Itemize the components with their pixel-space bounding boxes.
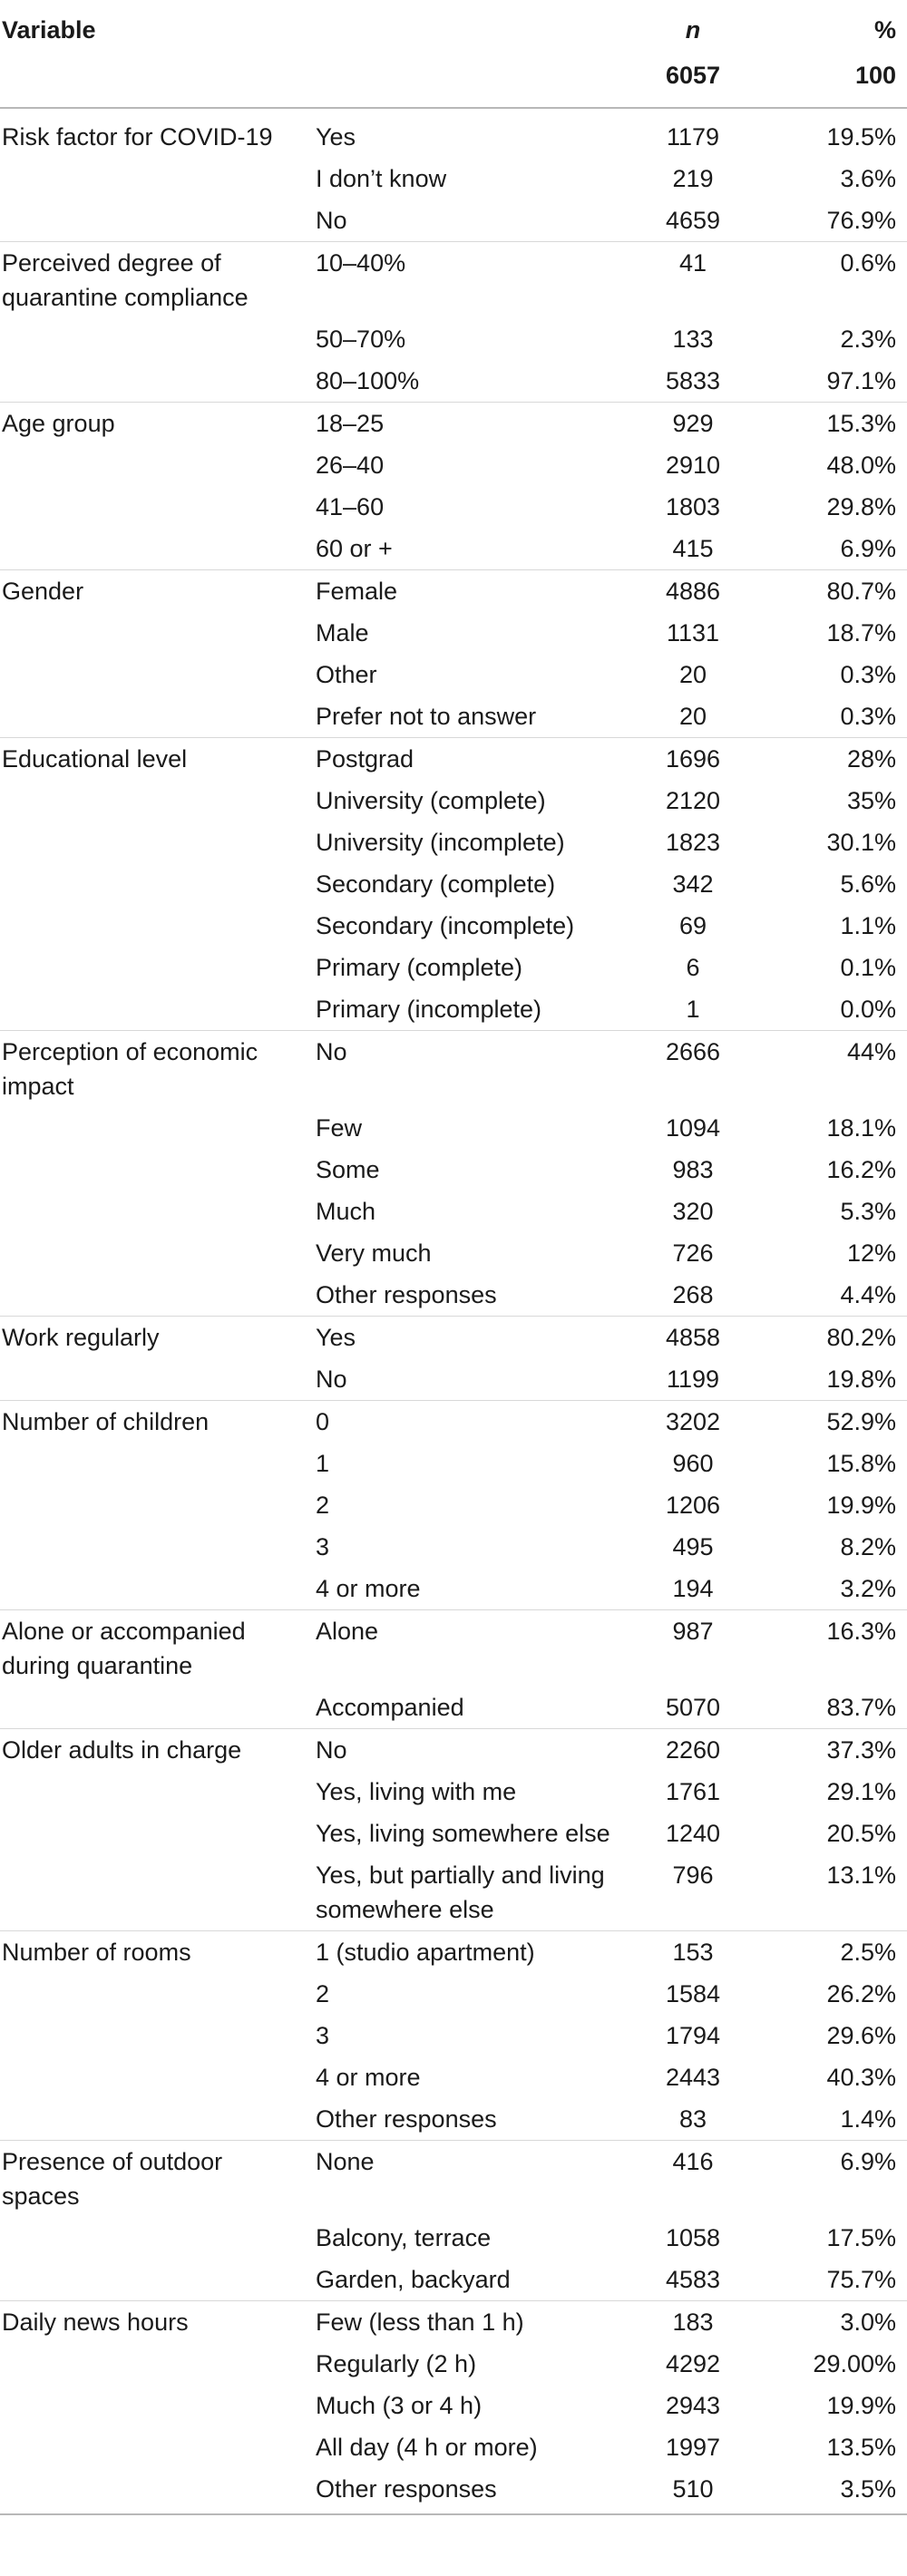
percent-value: 8.2% xyxy=(840,1533,896,1560)
percent-value: 44% xyxy=(761,1031,907,1108)
percent-value: 37.3% xyxy=(761,1729,907,1772)
count-value: 4659 xyxy=(665,207,721,234)
variable-label: Gender xyxy=(0,570,312,613)
count-value: 1584 xyxy=(665,1980,721,2007)
header-empty-2 xyxy=(312,47,625,108)
variable-label-empty xyxy=(0,1443,312,1484)
percent-value: 3.5% xyxy=(761,2468,907,2514)
percent-value: 13.5% xyxy=(826,2434,896,2461)
count-value: 987 xyxy=(625,1610,761,1687)
header-n-total: 6057 xyxy=(625,47,761,108)
table-row xyxy=(0,2098,907,2141)
table-row xyxy=(0,2141,907,2218)
count-value: 2120 xyxy=(665,787,721,814)
count-value: 1997 xyxy=(665,2434,721,2461)
table-row xyxy=(0,318,907,360)
table-row xyxy=(0,1813,907,1854)
table-row xyxy=(0,1484,907,1526)
percent-value: 0.6% xyxy=(761,242,907,319)
table-row xyxy=(0,2301,907,2344)
percent-value: 76.9% xyxy=(826,207,896,234)
category-label: 4 or more xyxy=(316,2064,421,2091)
table-row xyxy=(0,2217,907,2259)
percent-value: 30.1% xyxy=(826,829,896,856)
count-value: 929 xyxy=(625,403,761,445)
variable-label-empty xyxy=(0,1358,312,1401)
percent-value: 3.6% xyxy=(840,165,896,192)
percent-value: 29.00% xyxy=(813,2350,896,2377)
table-row xyxy=(0,2015,907,2056)
variable-label-empty xyxy=(0,2259,312,2301)
category-label: Yes, but partially and living somewhere else xyxy=(316,1862,605,1923)
percent-value: 1.1% xyxy=(840,912,896,939)
category-label: Balcony, terrace xyxy=(316,2224,492,2251)
count-value: 495 xyxy=(672,1533,714,1560)
percent-value: 20.5% xyxy=(826,1820,896,1847)
category-label: 4 or more xyxy=(316,1575,421,1602)
percent-value: 35% xyxy=(846,787,896,814)
percent-value: 0.1% xyxy=(840,954,896,981)
variable-label-empty xyxy=(0,1484,312,1526)
variable-label-empty xyxy=(0,1107,312,1149)
variable-label-empty xyxy=(0,2015,312,2056)
count-value: 983 xyxy=(672,1156,714,1183)
category-label: Yes, living with me xyxy=(316,1778,517,1805)
variable-label: Number of children xyxy=(0,1401,312,1444)
table-row xyxy=(0,1931,907,1974)
table-row xyxy=(0,1191,907,1232)
variable-label-empty xyxy=(0,1813,312,1854)
table-row xyxy=(0,242,907,319)
variable-label-empty xyxy=(0,2426,312,2468)
category-label: Much xyxy=(316,1198,376,1225)
variable-label: Perceived degree of quarantine compliance xyxy=(0,242,312,319)
count-value: 4583 xyxy=(665,2266,721,2293)
header-percent-total: 100 xyxy=(761,47,907,108)
table-row xyxy=(0,1771,907,1813)
percent-value: 75.7% xyxy=(826,2266,896,2293)
table-row xyxy=(0,1610,907,1687)
percent-value: 80.2% xyxy=(761,1317,907,1359)
variable-label-empty xyxy=(0,821,312,863)
count-value: 1803 xyxy=(665,493,721,520)
header-empty-1 xyxy=(0,47,312,108)
category-label: 1 (studio apartment) xyxy=(312,1931,625,1974)
variable-label-empty xyxy=(0,1568,312,1610)
count-value: 960 xyxy=(672,1450,714,1477)
table-row xyxy=(0,695,907,738)
percent-value: 29.1% xyxy=(826,1778,896,1805)
count-value: 6 xyxy=(686,954,700,981)
variable-label-empty xyxy=(0,2468,312,2514)
variable-label: Alone or accompanied during quarantine xyxy=(0,1610,312,1687)
table-row xyxy=(0,738,907,781)
variable-label-empty xyxy=(0,2217,312,2259)
percent-value: 28% xyxy=(761,738,907,781)
count-value: 1094 xyxy=(665,1114,721,1142)
percent-value: 16.3% xyxy=(761,1610,907,1687)
table-row xyxy=(0,528,907,570)
category-label: All day (4 h or more) xyxy=(316,2434,538,2461)
variable-label-empty xyxy=(0,528,312,570)
category-label: Some xyxy=(316,1156,380,1183)
category-label: 3 xyxy=(316,2022,330,2049)
table-row xyxy=(0,1568,907,1610)
category-label: Yes, living somewhere else xyxy=(316,1820,610,1847)
category-label: Secondary (complete) xyxy=(316,870,556,898)
category-label: Female xyxy=(312,570,625,613)
variable-label-empty xyxy=(0,947,312,988)
count-value: 183 xyxy=(625,2301,761,2344)
category-label: Other responses xyxy=(316,1281,497,1308)
variable-label-empty xyxy=(0,863,312,905)
count-value: 415 xyxy=(672,535,714,562)
variable-label-empty xyxy=(0,654,312,695)
table-row xyxy=(0,2259,907,2301)
count-value: 2943 xyxy=(665,2392,721,2419)
count-value: 2443 xyxy=(665,2064,721,2091)
table-row xyxy=(0,988,907,1031)
category-label: Garden, backyard xyxy=(316,2266,511,2293)
count-value: 1696 xyxy=(625,738,761,781)
variable-label-empty xyxy=(0,780,312,821)
category-label: Yes xyxy=(316,123,356,151)
table-row xyxy=(0,654,907,695)
table-row xyxy=(0,1401,907,1444)
count-value: 4858 xyxy=(625,1317,761,1359)
percent-value: 6.9% xyxy=(761,2141,907,2218)
variable-label-empty xyxy=(0,318,312,360)
category-label: 1 xyxy=(316,1450,330,1477)
count-value: 194 xyxy=(672,1575,714,1602)
variable-label-empty xyxy=(0,2343,312,2385)
count-value: 2260 xyxy=(625,1729,761,1772)
table-row xyxy=(0,1526,907,1568)
table-row xyxy=(0,1317,907,1359)
category-label: 80–100% xyxy=(316,367,420,394)
count-value: 20 xyxy=(678,703,707,730)
variable-label-empty xyxy=(0,1854,312,1931)
variable-label: Risk factor for COVID-19 xyxy=(2,123,273,151)
percent-value: 0.3% xyxy=(840,703,896,730)
table-row xyxy=(0,1358,907,1401)
percent-value: 19.9% xyxy=(826,2392,896,2419)
percent-value: 12% xyxy=(846,1239,896,1267)
percent-value: 29.8% xyxy=(826,493,896,520)
category-label: Primary (complete) xyxy=(316,954,523,981)
percent-value: 19.9% xyxy=(826,1492,896,1519)
table-row xyxy=(0,1149,907,1191)
variable-label-empty xyxy=(0,1687,312,1729)
percent-value: 0.0% xyxy=(840,996,896,1023)
category-label: I don’t know xyxy=(316,165,447,192)
category-label: University (incomplete) xyxy=(316,829,565,856)
count-value: 4886 xyxy=(625,570,761,613)
category-label: Male xyxy=(316,619,369,646)
count-value: 1131 xyxy=(666,619,720,646)
count-value: 69 xyxy=(678,912,707,939)
variable-label: Presence of outdoor spaces xyxy=(0,2141,312,2218)
variable-label-empty xyxy=(0,444,312,486)
count-value: 1058 xyxy=(665,2224,721,2251)
variable-label-empty xyxy=(0,1526,312,1568)
percent-value: 19.8% xyxy=(826,1366,896,1393)
table-row xyxy=(0,1687,907,1729)
variable-label-empty xyxy=(0,1973,312,2015)
percent-value: 3.0% xyxy=(761,2301,907,2344)
count-value: 416 xyxy=(625,2141,761,2218)
variable-label-empty xyxy=(0,1232,312,1274)
header-n: n xyxy=(685,16,701,44)
category-label: No xyxy=(316,207,347,234)
table-body xyxy=(0,108,907,2514)
category-label: Other xyxy=(316,661,377,688)
table-header xyxy=(0,0,907,108)
table-row xyxy=(0,360,907,403)
table-row xyxy=(0,1443,907,1484)
count-value: 2666 xyxy=(625,1031,761,1108)
category-label: Few xyxy=(316,1114,363,1142)
variable-label-empty xyxy=(0,199,312,242)
count-value: 320 xyxy=(672,1198,714,1225)
percent-value: 18.1% xyxy=(826,1114,896,1142)
count-value: 219 xyxy=(672,165,714,192)
count-value: 1206 xyxy=(665,1492,721,1519)
table-row xyxy=(0,1031,907,1108)
header-percent: % xyxy=(873,16,896,44)
percent-value: 18.7% xyxy=(826,619,896,646)
category-label: 2 xyxy=(316,1980,330,2007)
category-label: 2 xyxy=(316,1492,330,1519)
variable-label-empty xyxy=(0,1149,312,1191)
count-value: 83 xyxy=(678,2105,707,2133)
table-row xyxy=(0,1107,907,1149)
table-row xyxy=(0,1274,907,1317)
count-value: 133 xyxy=(672,326,714,353)
count-value: 3202 xyxy=(625,1401,761,1444)
table-row xyxy=(0,1854,907,1931)
percent-value: 16.2% xyxy=(826,1156,896,1183)
category-label: Much (3 or 4 h) xyxy=(316,2392,483,2419)
percent-value: 15.3% xyxy=(761,403,907,445)
percent-value: 2.5% xyxy=(761,1931,907,1974)
table-row xyxy=(0,1232,907,1274)
category-label: Few (less than 1 h) xyxy=(312,2301,625,2344)
variable-label: Daily news hours xyxy=(0,2301,312,2344)
table-row xyxy=(0,403,907,445)
table-row xyxy=(0,486,907,528)
category-label: None xyxy=(312,2141,625,2218)
table-row xyxy=(0,2056,907,2098)
table-row xyxy=(0,612,907,654)
category-label: 3 xyxy=(316,1533,330,1560)
count-value: 5833 xyxy=(665,367,721,394)
category-label: Other responses xyxy=(316,2105,497,2133)
header-variable: Variable xyxy=(2,16,96,44)
category-label: Primary (incomplete) xyxy=(316,996,542,1023)
count-value: 726 xyxy=(672,1239,714,1267)
category-label: Prefer not to answer xyxy=(316,703,537,730)
category-label: No xyxy=(312,1729,625,1772)
count-value: 1179 xyxy=(666,123,720,151)
percent-value: 5.6% xyxy=(840,870,896,898)
variable-label-empty xyxy=(0,158,312,199)
category-label: 60 or + xyxy=(316,535,393,562)
variable-label-empty xyxy=(0,360,312,403)
count-value: 4292 xyxy=(665,2350,721,2377)
count-value: 268 xyxy=(672,1281,714,1308)
count-value: 41 xyxy=(625,242,761,319)
percent-value: 6.9% xyxy=(840,535,896,562)
variable-label-empty xyxy=(0,486,312,528)
category-label: 10–40% xyxy=(312,242,625,319)
count-value: 510 xyxy=(625,2468,761,2514)
count-value: 1199 xyxy=(666,1366,720,1393)
percent-value: 26.2% xyxy=(826,1980,896,2007)
category-label: 0 xyxy=(312,1401,625,1444)
category-label: 41–60 xyxy=(316,493,385,520)
category-label: Alone xyxy=(312,1610,625,1687)
table-row xyxy=(0,199,907,242)
category-label: University (complete) xyxy=(316,787,546,814)
category-label: 50–70% xyxy=(316,326,406,353)
variable-label-empty xyxy=(0,2385,312,2426)
variable-label-empty xyxy=(0,988,312,1031)
table-row xyxy=(0,2426,907,2468)
percent-value: 15.8% xyxy=(826,1450,896,1477)
variable-label: Age group xyxy=(0,403,312,445)
percent-value: 80.7% xyxy=(761,570,907,613)
count-value: 796 xyxy=(672,1862,714,1889)
category-label: 26–40 xyxy=(316,452,385,479)
variable-label-empty xyxy=(0,695,312,738)
variable-label-empty xyxy=(0,612,312,654)
percent-value: 29.6% xyxy=(826,2022,896,2049)
table-row xyxy=(0,158,907,199)
category-label: Very much xyxy=(316,1239,432,1267)
variable-label-empty xyxy=(0,1771,312,1813)
count-value: 20 xyxy=(678,661,707,688)
header-category xyxy=(312,0,625,47)
table-row xyxy=(0,863,907,905)
table-row xyxy=(0,1729,907,1772)
variable-label: Number of rooms xyxy=(0,1931,312,1974)
table-row xyxy=(0,108,907,158)
count-value: 1761 xyxy=(665,1778,721,1805)
category-label: 18–25 xyxy=(312,403,625,445)
percent-value: 97.1% xyxy=(826,367,896,394)
category-label: Postgrad xyxy=(312,738,625,781)
percent-value: 19.5% xyxy=(826,123,896,151)
variable-label-empty xyxy=(0,905,312,947)
count-value: 5070 xyxy=(665,1694,721,1721)
header-row-totals xyxy=(0,47,907,108)
category-label: No xyxy=(312,1031,625,1108)
table-row xyxy=(0,821,907,863)
count-value: 1 xyxy=(686,996,700,1023)
table-row xyxy=(0,947,907,988)
variable-label: Educational level xyxy=(0,738,312,781)
category-label: Yes xyxy=(312,1317,625,1359)
table-row xyxy=(0,905,907,947)
percent-value: 83.7% xyxy=(826,1694,896,1721)
category-label: Accompanied xyxy=(316,1694,464,1721)
count-value: 1794 xyxy=(665,2022,721,2049)
percent-value: 17.5% xyxy=(826,2224,896,2251)
percent-value: 1.4% xyxy=(840,2105,896,2133)
table-row xyxy=(0,570,907,613)
percent-value: 0.3% xyxy=(840,661,896,688)
variable-label-empty xyxy=(0,1191,312,1232)
header-row-labels xyxy=(0,0,907,47)
table-row xyxy=(0,780,907,821)
percent-value: 40.3% xyxy=(826,2064,896,2091)
percent-value: 52.9% xyxy=(761,1401,907,1444)
percent-value: 48.0% xyxy=(826,452,896,479)
variable-label: Work regularly xyxy=(0,1317,312,1359)
variable-label: Perception of economic impact xyxy=(0,1031,312,1108)
table-row xyxy=(0,2468,907,2514)
percent-value: 4.4% xyxy=(840,1281,896,1308)
variable-label-empty xyxy=(0,2056,312,2098)
category-label: No xyxy=(316,1366,347,1393)
percent-value: 3.2% xyxy=(840,1575,896,1602)
percent-value: 5.3% xyxy=(840,1198,896,1225)
table-row xyxy=(0,2343,907,2385)
count-value: 1240 xyxy=(665,1820,721,1847)
count-value: 2910 xyxy=(665,452,721,479)
category-label: Regularly (2 h) xyxy=(316,2350,477,2377)
category-label: Secondary (incomplete) xyxy=(316,912,575,939)
count-value: 153 xyxy=(625,1931,761,1974)
count-value: 342 xyxy=(672,870,714,898)
table-row xyxy=(0,2385,907,2426)
variable-label-empty xyxy=(0,2098,312,2141)
count-value: 1823 xyxy=(665,829,721,856)
percent-value: 2.3% xyxy=(840,326,896,353)
category-label: Other responses xyxy=(312,2468,625,2514)
variable-label-empty xyxy=(0,1274,312,1317)
table-row xyxy=(0,444,907,486)
table-row xyxy=(0,1973,907,2015)
percent-value: 13.1% xyxy=(826,1862,896,1889)
variable-label: Older adults in charge xyxy=(0,1729,312,1772)
